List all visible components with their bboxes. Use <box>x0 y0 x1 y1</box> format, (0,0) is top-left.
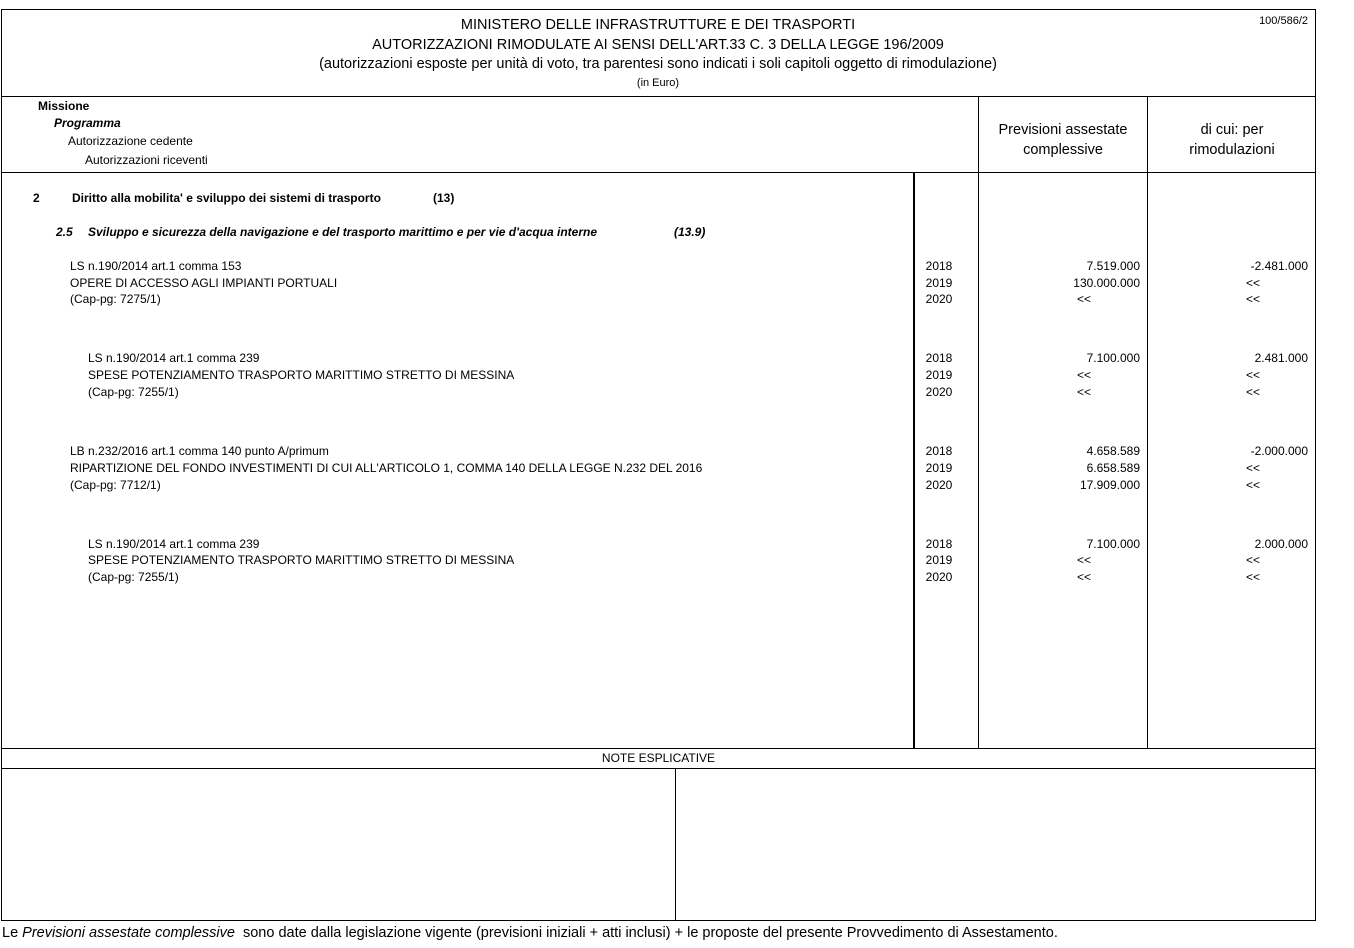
footer-italic: Previsioni assestate complessive <box>22 925 235 941</box>
ministry-title: MINISTERO DELLE INFRASTRUTTURE E DEI TRASPORTI <box>460 17 856 33</box>
missione-header: Missione <box>38 99 90 113</box>
rimodulazioni-value: << <box>1246 292 1261 306</box>
notes-right-panel <box>677 770 1315 920</box>
authorization-description: OPERE DI ACCESSO AGLI IMPIANTI PORTUALI <box>70 276 338 290</box>
previsioni-value: 4.658.589 <box>1086 444 1140 458</box>
authorization-law: LS n.190/2014 art.1 comma 239 <box>88 351 260 365</box>
missione-label: Diritto alla mobilita' e sviluppo dei sistemi di trasporto <box>72 191 381 205</box>
rimodulazioni-value: << <box>1246 385 1261 399</box>
notes-left-panel <box>2 770 674 920</box>
authorization-description: SPESE POTENZIAMENTO TRASPORTO MARITTIMO STRETTO DI MESSINA <box>88 368 515 382</box>
previsioni-value: << <box>1077 385 1092 399</box>
riceventi-header: Autorizzazioni riceventi <box>85 153 208 167</box>
notes-title: NOTE ESPLICATIVE <box>601 751 716 765</box>
rimodulazioni-value: << <box>1246 478 1261 492</box>
rimodulazioni-value: << <box>1246 276 1261 290</box>
notes-split <box>675 768 676 921</box>
previsioni-value: 6.658.589 <box>1086 461 1140 475</box>
previsioni-value: 17.909.000 <box>1079 478 1140 492</box>
rimodulazioni-value: << <box>1246 553 1261 567</box>
programma-number: 2.5 <box>56 225 73 239</box>
year-cell: 2020 <box>925 570 953 584</box>
year-cell: 2020 <box>925 478 953 492</box>
document-code: 100/586/2 <box>1259 15 1308 27</box>
previsioni-value: 7.100.000 <box>1086 351 1140 365</box>
notes-title-divider <box>1 768 1316 769</box>
authorization-law: LS n.190/2014 art.1 comma 239 <box>88 537 260 551</box>
previsioni-col-border <box>978 96 979 748</box>
previsioni-value: << <box>1077 570 1092 584</box>
year-cell: 2018 <box>925 351 953 365</box>
rimodulazioni-value: 2.000.000 <box>1254 537 1308 551</box>
rimodulazioni-value: << <box>1246 461 1261 475</box>
previsioni-header-line1: Previsioni assestate <box>998 122 1128 138</box>
authorization-chapter: (Cap-pg: 7255/1) <box>88 570 179 584</box>
rimodulazioni-value: << <box>1246 368 1261 382</box>
year-cell: 2019 <box>925 461 953 475</box>
previsioni-value: 7.100.000 <box>1086 537 1140 551</box>
authorization-chapter: (Cap-pg: 7255/1) <box>88 385 179 399</box>
programma-code: (13.9) <box>674 225 706 239</box>
rimod-col-border <box>1147 96 1148 748</box>
footer-suffix: sono date dalla legislazione vigente (previsioni iniziali + atti inclusi) + le proposte del presente Provvedimento di Assestamento. <box>234 925 1058 941</box>
previsioni-header-line2: complessive <box>1023 142 1103 158</box>
columns-divider <box>1 172 1316 173</box>
notes-top-divider <box>1 748 1316 749</box>
previsioni-value: << <box>1077 368 1092 382</box>
previsioni-value: 130.000.000 <box>1073 276 1140 290</box>
report-subtitle: (autorizzazioni esposte per unità di voto, tra parentesi sono indicati i soli capitoli oggetto di rimodulazione) <box>319 56 997 72</box>
report-title: AUTORIZZAZIONI RIMODULATE AI SENSI DELL'ART.33 C. 3 DELLA LEGGE 196/2009 <box>372 37 944 53</box>
authorization-description: RIPARTIZIONE DEL FONDO INVESTIMENTI DI CUI ALL'ARTICOLO 1, COMMA 140 DELLA LEGGE N.232 DEL 2016 <box>70 461 703 475</box>
rimodulazioni-header <box>1148 120 1316 160</box>
rimodulazioni-value: 2.481.000 <box>1254 351 1308 365</box>
year-cell: 2018 <box>925 444 953 458</box>
year-cell: 2019 <box>925 368 953 382</box>
previsioni-value: 7.519.000 <box>1086 259 1140 273</box>
programma-header: Programma <box>54 116 121 130</box>
missione-number: 2 <box>33 191 40 205</box>
rimodulazioni-header-line2: rimodulazioni <box>1189 142 1275 158</box>
programma-label: Sviluppo e sicurezza della navigazione e del trasporto marittimo e per vie d'acqua interne <box>88 225 597 239</box>
authorization-description: SPESE POTENZIAMENTO TRASPORTO MARITTIMO STRETTO DI MESSINA <box>88 553 515 567</box>
footer-note <box>2 925 1058 941</box>
previsioni-header <box>979 120 1147 160</box>
year-cell: 2020 <box>925 292 953 306</box>
authorization-chapter: (Cap-pg: 7275/1) <box>70 292 161 306</box>
currency-note: (in Euro) <box>636 77 680 89</box>
header-divider <box>1 96 1316 97</box>
authorization-chapter: (Cap-pg: 7712/1) <box>70 478 161 492</box>
missione-code: (13) <box>433 191 455 205</box>
year-cell: 2019 <box>925 276 953 290</box>
previsioni-value: << <box>1077 553 1092 567</box>
footer-prefix: Le <box>2 925 23 941</box>
year-cell: 2020 <box>925 385 953 399</box>
previsioni-value: << <box>1077 292 1092 306</box>
rimodulazioni-value: -2.000.000 <box>1250 444 1308 458</box>
authorization-law: LS n.190/2014 art.1 comma 153 <box>70 259 242 273</box>
year-cell: 2019 <box>925 553 953 567</box>
rimodulazioni-value: -2.481.000 <box>1250 259 1308 273</box>
authorization-law: LB n.232/2016 art.1 comma 140 punto A/primum <box>70 444 329 458</box>
year-col-border <box>913 172 915 748</box>
year-cell: 2018 <box>925 537 953 551</box>
rimodulazioni-value: << <box>1246 570 1261 584</box>
year-cell: 2018 <box>925 259 953 273</box>
cedente-header: Autorizzazione cedente <box>68 134 193 148</box>
rimodulazioni-header-line1: di cui: per <box>1200 122 1264 138</box>
